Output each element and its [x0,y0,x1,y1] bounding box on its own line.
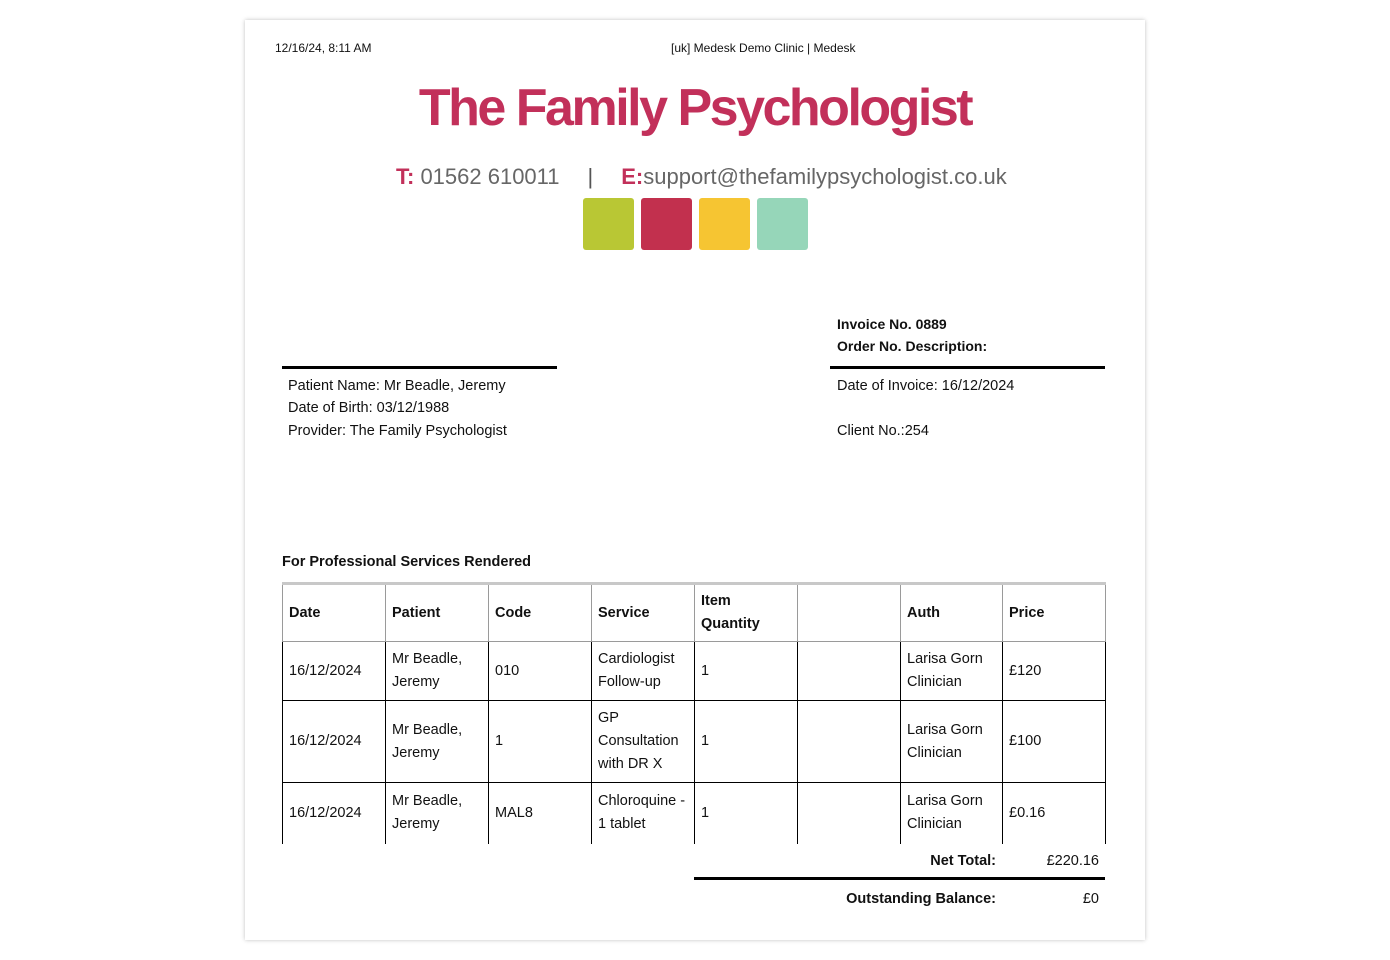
phone-number: 01562 610011 [414,164,560,189]
patient-dob: Date of Birth: 03/12/1988 [288,400,450,416]
cell-price: £0.16 [1003,783,1106,844]
column-header: Price [1003,584,1106,642]
email-label: E: [621,164,644,189]
cell-price: £100 [1003,701,1106,783]
phone-label: T: [396,164,415,189]
email-address: support@thefamilypsychologist.co.uk [643,164,1007,189]
patient-name: Patient Name: Mr Beadle, Jeremy [288,378,506,394]
cell-patient: Mr Beadle, Jeremy [386,642,489,701]
cell-code: 010 [489,642,592,701]
invoice-date: Date of Invoice: 16/12/2024 [837,378,1015,394]
table-row [283,701,1106,783]
net-total-value: £220.16 [1046,853,1099,869]
patient-provider: Provider: The Family Psychologist [288,423,507,439]
invoice-number: Invoice No. 0889 [837,316,947,332]
column-header: Service [592,584,695,642]
table-header-row [283,584,1106,642]
column-header: Patient [386,584,489,642]
swatch-mint [757,198,808,250]
cell-code: MAL8 [489,783,592,844]
services-table [282,582,1106,844]
cell-blank [798,642,901,701]
cell-auth: Larisa Gorn Clinician [901,783,1003,844]
column-header: Code [489,584,592,642]
cell-auth: Larisa Gorn Clinician [901,642,1003,701]
swatch-red [641,198,692,250]
swatch-green [583,198,634,250]
outstanding-balance-value: £0 [1082,891,1099,907]
outstanding-balance-label: Outstanding Balance: [846,891,996,907]
order-number: Order No. Description: [837,338,988,354]
table-row [283,783,1106,844]
cell-patient: Mr Beadle, Jeremy [386,783,489,844]
cell-date: 16/12/2024 [283,642,386,701]
brand-logo-text: The Family Psychologist [418,79,972,137]
contact-separator: | [587,164,594,189]
cell-quantity: 1 [695,642,798,701]
cell-service: Cardiologist Follow-up [592,642,695,701]
services-title: For Professional Services Rendered [282,554,532,570]
column-header: Date [283,584,386,642]
patient-divider [282,366,557,369]
cell-price: £120 [1003,642,1106,701]
cell-patient: Mr Beadle, Jeremy [386,701,489,783]
print-datetime: 12/16/24, 8:11 AM [275,41,372,55]
cell-auth: Larisa Gorn Clinician [901,701,1003,783]
print-page-title: [uk] Medesk Demo Clinic | Medesk [671,41,856,55]
cell-quantity: 1 [695,783,798,844]
cell-service: Chloroquine - 1 tablet [592,783,695,844]
column-header: Auth [901,584,1003,642]
cell-code: 1 [489,701,592,783]
cell-blank [798,783,901,844]
totals-divider [694,877,1105,880]
client-number: Client No.:254 [837,423,929,439]
cell-blank [798,701,901,783]
column-header [798,584,901,642]
cell-date: 16/12/2024 [283,701,386,783]
swatch-yellow [699,198,750,250]
column-header: Item Quantity [695,584,798,642]
net-total-label: Net Total: [930,853,996,869]
cell-service: GP Consultation with DR X [592,701,695,783]
invoice-page [245,20,1145,940]
brand-contact-line [396,164,1007,190]
cell-quantity: 1 [695,701,798,783]
table-row [283,642,1106,701]
cell-date: 16/12/2024 [283,783,386,844]
invoice-divider [830,366,1105,369]
